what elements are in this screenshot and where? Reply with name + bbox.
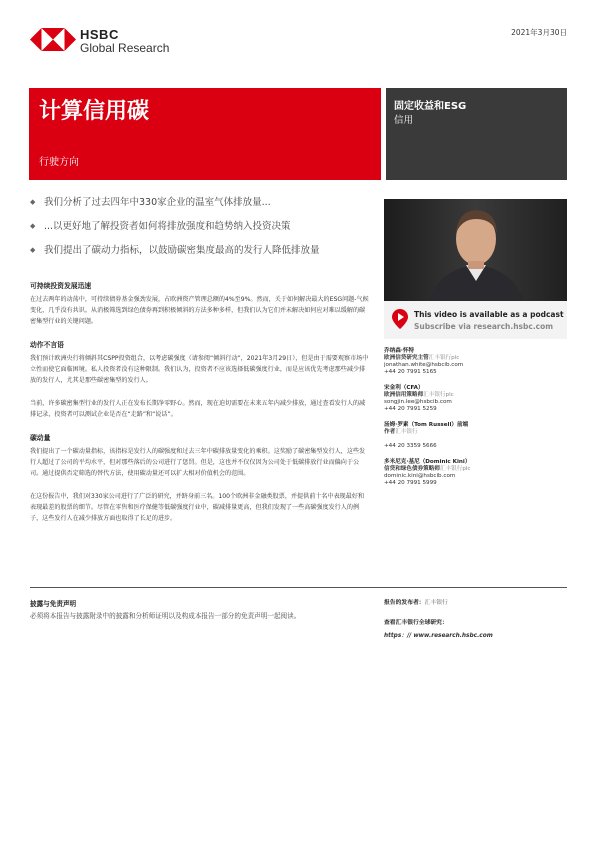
more-research-label: 查看汇丰银行全球研究：	[384, 620, 448, 626]
analyst-email[interactable]: songjin.lee@hsbcib.com	[384, 399, 452, 405]
issuer-block	[384, 597, 567, 639]
analyst-entry	[384, 459, 567, 487]
report-body	[30, 280, 370, 536]
section-paragraph: 我们提出了一个碳动量指标，该指标是发行人的碳强度和过去三年中碳排放量变化的乘积。这奖励了碳密集型发行人，这些发行人超过了公司的平均水平，但对那些落后的公司进行了惩罚。但是，这也并不仅仅因为公司处于低碳排放行业而偏向于公司。通过提供否定筛选的替代方法，使用碳动量还可以扩大相对价值机会的范围。	[30, 448, 366, 477]
analyst-title: 欧洲信用策略师	[384, 392, 424, 398]
key-point: ◆ 我们分析了过去四年中330家企业的温室气体排放量...	[30, 196, 370, 209]
key-point: ◆ ...以更好地了解投资者如何将排放强度和趋势纳入投资决策	[30, 220, 370, 233]
analyst-name: 乔纳森·怀特	[384, 348, 415, 354]
footer-divider	[30, 587, 567, 588]
report-date: 2021年3月30日	[511, 28, 567, 37]
section-paragraph: 当前，许多碳密集型行业的发行人正在发布长期净零野心。然而，现在迫切需要在未来五年内减少排放，通过查看发行人的减排记录，投资者可以测试企业是否在“走路”和“说话”。	[30, 400, 366, 418]
analyst-title: 信贷和绿色债券策略师	[384, 466, 440, 472]
analyst-phone: +44 20 7991 5259	[384, 406, 437, 412]
analyst-firm: 汇丰银行plc	[439, 466, 471, 472]
analyst-name: 多米尼克·基尼（Dominic Kini）	[384, 459, 471, 465]
analyst-firm: 汇丰银行plc	[423, 392, 454, 398]
analyst-list	[384, 348, 567, 496]
report-title: 计算信用碳	[39, 99, 150, 124]
subcategory-label: 信用	[394, 115, 414, 126]
brand-subtitle: Global Research	[80, 41, 170, 55]
presenter-photo[interactable]	[384, 199, 567, 301]
hsbc-logo	[30, 26, 230, 56]
title-banner	[29, 88, 381, 180]
analyst-phone: +44 20 7991 5165	[384, 369, 437, 375]
section-heading: 可持续投资发展迅速	[30, 282, 92, 290]
section-paragraph: 我们预计欧洲央行将倾斜其CSPP投资组合，以考虑碳强度（请参阅“倾斜行动”，2021年3月29日），但是由于需要观察市场中立性而使它面临困境。私人投资者没有这种限制。我们认为，投资者不应该选择低碳强度行业，而是应该优先考虑那些减少排放的发行人，尤其是那些碳密集型的发行人。	[30, 355, 369, 384]
section-paragraph: 在这份报告中，我们对330家公司进行了广泛的研究，并跻身前三名。100个欧洲非金融类股票，并提供前十名中表现最好和表现最差的股票的细节。尽管在零售和医疗保健等低碳强度行业中，碳减排量更高，但我们发现了一些高碳强度发行人的例子，这些发行人在减少排放方面也取得了长足的进步。	[30, 493, 365, 522]
analyst-phone: +44 20 3359 5666	[384, 443, 437, 449]
disclosure-text: 必须将本报告与披露附录中的披露和分析师证明以及构成本报告一部分的免责声明一起阅读。	[30, 612, 301, 620]
podcast-video-card[interactable]	[384, 199, 567, 339]
key-points	[30, 196, 370, 268]
analyst-email[interactable]	[384, 436, 567, 443]
report-subtitle: 行驶方向	[39, 157, 79, 168]
podcast-title: This video is available as a podcast	[414, 310, 564, 319]
analyst-entry	[384, 385, 567, 413]
key-point: ◆ 我们提出了碳动力指标，以鼓励碳密集度最高的发行人降低排放量	[30, 244, 370, 257]
hsbc-hexagon-icon	[30, 28, 76, 51]
disclosure-heading: 披露与免责声明	[30, 600, 77, 608]
analyst-entry	[384, 348, 567, 376]
analyst-email[interactable]: dominic.kini@hsbcib.com	[384, 473, 456, 479]
analyst-firm: 汇丰银行plc	[428, 355, 460, 361]
issuer-label: 报告的发布者：	[384, 600, 425, 606]
play-podcast-icon[interactable]	[392, 309, 408, 329]
category-label: 固定收益和ESG	[394, 101, 467, 112]
analyst-title: 作者	[384, 429, 396, 435]
category-panel	[386, 88, 567, 180]
section-paragraph: 在过去两年的动荡中，可持续债券基金强劲发展，占欧洲资产管理总额的4%至9%。然而，关于如何解决最大的ESG问题-气候变化，几乎没有共识。从消极筛选到绿色债券再到积极倾斜的方法多种多样，但我们认为它们并未解决如何应对难以缓解的碳密集型行业的关键问题。	[30, 296, 369, 325]
analyst-title: 欧洲信贷研究主管	[384, 355, 429, 361]
analyst-phone: +44 20 7991 5999	[384, 480, 437, 486]
analyst-name: 汤姆·罗素（Tom Russell）前端	[384, 422, 469, 428]
section-heading: 碳动量	[30, 434, 51, 442]
analyst-entry	[384, 422, 567, 450]
section-heading: 动作不言语	[30, 341, 64, 349]
issuer-value: 汇丰银行	[424, 600, 448, 606]
analyst-name: 宋金利（CFA）	[384, 385, 424, 391]
research-url-link[interactable]: https：// www.research.hsbc.com	[384, 633, 493, 639]
podcast-subscribe-link[interactable]: Subscribe via research.hsbc.com	[414, 322, 554, 331]
analyst-email[interactable]: jonathan.white@hsbcib.com	[384, 362, 464, 368]
analyst-firm: 汇丰银行	[395, 429, 418, 435]
brand-name: HSBC	[80, 27, 119, 42]
disclosure-block	[30, 598, 375, 622]
podcast-bar[interactable]	[384, 301, 567, 339]
